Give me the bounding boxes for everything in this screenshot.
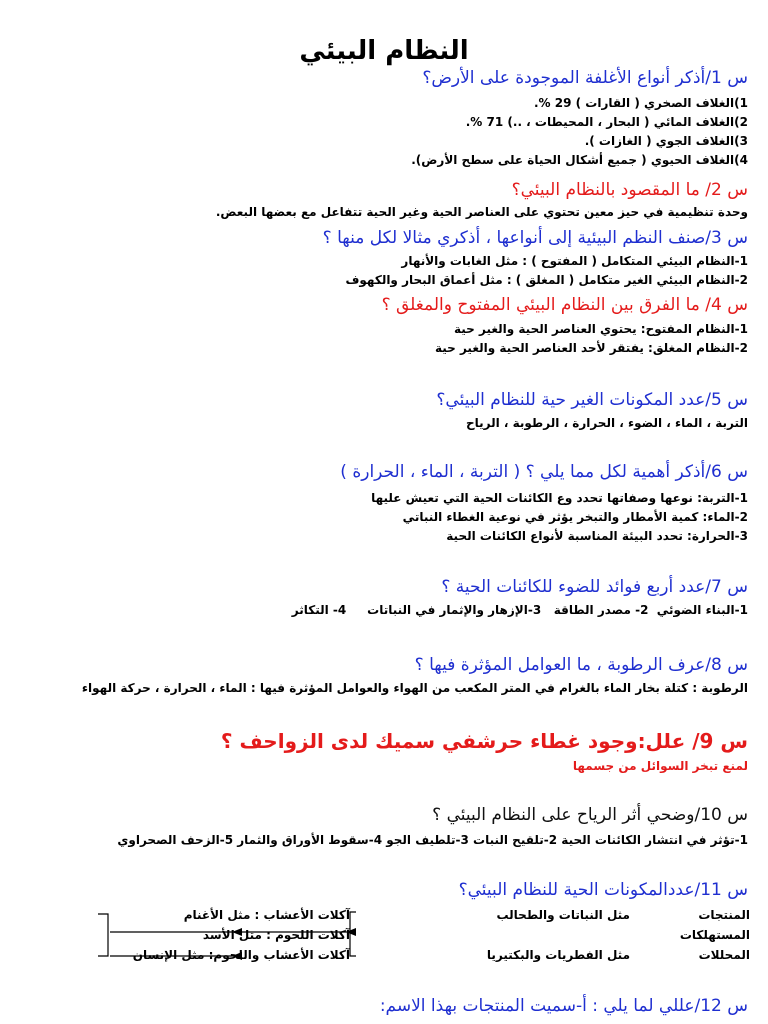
- answer-6-item: 2-الماء: كمية الأمطار والتبخر يؤثر في نوعية الغطاء النباتي: [402, 510, 748, 524]
- answer-1-item: 1)الغلاف الصخري ( القارات ) 29 %.: [533, 96, 748, 110]
- living-components-diagram: [10, 906, 750, 966]
- answer-3-list: [20, 252, 748, 290]
- answer-6-item: 3-الحرارة: تحدد البيئة المناسبة لأنواع الكائنات الحية: [446, 529, 748, 543]
- consumer-herbivores: آكلات الأعشاب : مثل الأغنام: [183, 908, 350, 922]
- question-5: س 5/عدد المكونات الغير حية للنظام البيئي؟: [436, 390, 748, 410]
- question-2: س 2/ ما المقصود بالنظام البيئي؟: [511, 180, 748, 200]
- diagram-lines: [10, 906, 750, 966]
- answer-4-item: 2-النظام المغلق: يفتقر لأحد العناصر الحية والغير حية: [434, 341, 748, 355]
- category-decomposers: المحللات: [698, 948, 750, 962]
- category-producers: المنتجات: [698, 908, 750, 922]
- question-9: س 9/ علل:وجود غطاء حرشفي سميك لدى الزواحف ؟: [220, 729, 748, 753]
- question-1: س 1/أذكر أنواع الأغلفة الموجودة على الأرض؟: [422, 68, 748, 88]
- consumer-carnivores: آكلات اللحوم : مثل الأسد: [202, 928, 350, 942]
- page-title: النظام البيئي: [299, 36, 469, 66]
- answer-1-item: 4)الغلاف الحيوي ( جميع أشكال الحياة على سطح الأرض).: [411, 153, 748, 167]
- category-consumers: المستهلكات: [679, 928, 750, 942]
- question-3: س 3/صنف النظم البيئية إلى أنواعها ، أذكري مثالا لكل منها ؟: [322, 228, 748, 248]
- answer-8: الرطوبة : كتلة بخار الماء بالغرام في المتر المكعب من الهواء والعوامل المؤثرة فيها : الماء ، الحرارة ، حركة الهواء: [81, 681, 748, 695]
- answer-1-list: [20, 94, 748, 170]
- producers-example: مثل النباتات والطحالب: [496, 908, 630, 922]
- answer-6-item: 1-التربة: نوعها وصفاتها تحدد وع الكائنات الحية التي تعيش عليها: [371, 491, 748, 505]
- question-6: س 6/أذكر أهمية لكل مما يلي ؟ ( التربة ، الماء ، الحرارة ): [340, 462, 748, 482]
- answer-3-item: 2-النظام البيئي الغير متكامل ( المغلق ) : مثل أعماق البحار والكهوف: [345, 273, 748, 287]
- answer-7: 1-البناء الضوئي 2- مصدر الطاقة 3-الإزهار والإثمار في النباتات 4- التكاثر: [291, 603, 748, 617]
- answer-3-item: 1-النظام البيئي المتكامل ( المفتوح ) : مثل الغابات والأنهار: [401, 254, 748, 268]
- answer-1-item: 3)الغلاف الجوي ( الغازات ).: [584, 134, 748, 148]
- diagram-bracket: [98, 914, 108, 956]
- answer-9: لمنع تبخر السوائل من جسمها: [572, 759, 748, 773]
- question-4: س 4/ ما الفرق بين النظام البيئي المفتوح والمغلق ؟: [381, 295, 748, 315]
- decomposers-example: مثل الفطريات والبكتيريا: [486, 948, 630, 962]
- question-7: س 7/عدد أربع فوائد للضوء للكائنات الحية ؟: [441, 577, 748, 597]
- question-11: س 11/عددالمكونات الحية للنظام البيئي؟: [458, 880, 748, 900]
- question-10: س 10/وضحي أثر الرياح على النظام البيئي ؟: [432, 805, 748, 825]
- answer-1-item: 2)الغلاف المائي ( البحار ، المحيطات ، ..) 71 %.: [465, 115, 748, 129]
- answer-2: وحدة تنظيمية في حيز معين تحتوي على العناصر الحية وغير الحية تتفاعل مع بعضها البعض.: [215, 205, 748, 219]
- question-12: س 12/عللي لما يلي : أ-سميت المنتجات بهذا الاسم:: [379, 996, 748, 1016]
- answer-10: 1-تؤثر في انتشار الكائنات الحية 2-تلقيح النبات 3-تلطيف الجو 4-سقوط الأوراق والثمار 5-الزحف الصحراوي: [117, 833, 748, 847]
- answer-6-list: [20, 489, 748, 546]
- answer-4-list: [20, 320, 748, 358]
- answer-5: التربة ، الماء ، الضوء ، الحرارة ، الرطوبة ، الرياح: [465, 416, 748, 430]
- answer-4-item: 1-النظام المفتوح: يحتوي العناصر الحية والغير حية: [454, 322, 748, 336]
- question-8: س 8/عرف الرطوبة ، ما العوامل المؤثرة فيها ؟: [414, 655, 748, 675]
- consumer-omnivores: آكلات الأعشاب واللحوم: مثل الإنسان: [132, 948, 350, 962]
